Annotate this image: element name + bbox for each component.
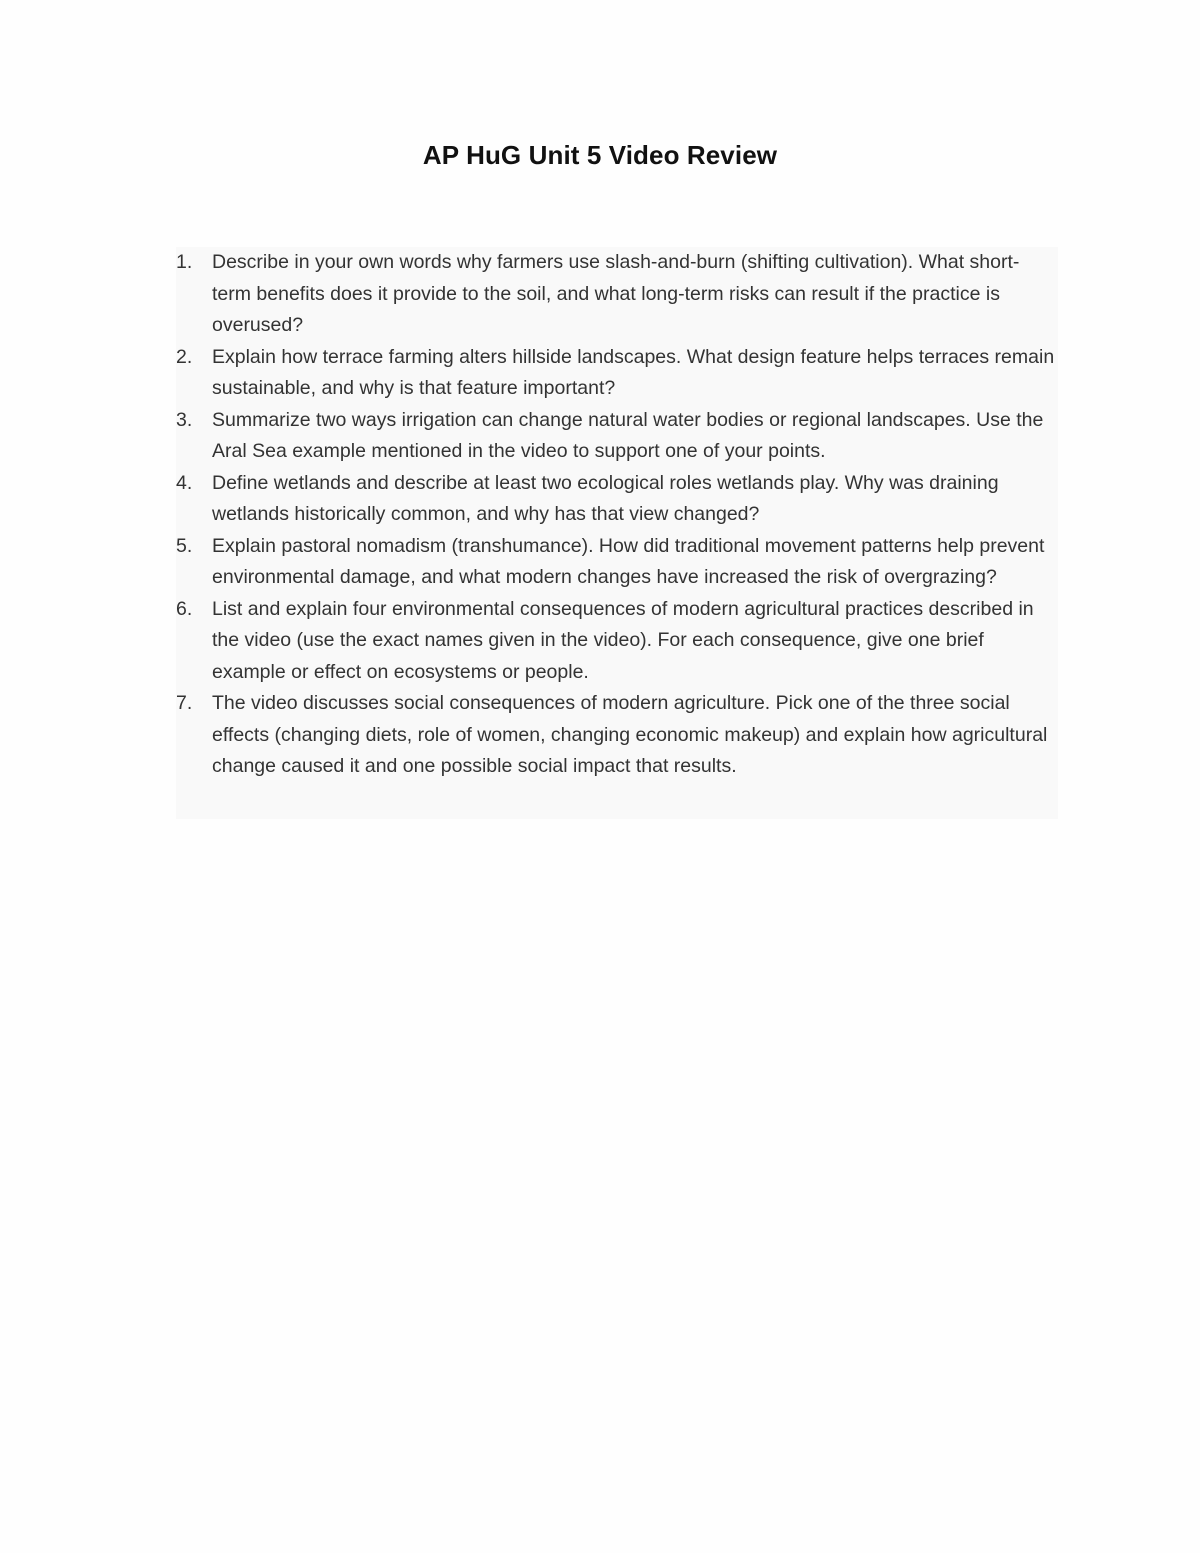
question-number: 5. <box>176 534 193 557</box>
question-number: 4. <box>176 471 193 494</box>
question-text: Define wetlands and describe at least two ecological roles wetlands play. Why was draining wetlands historically common, and why has that view changed? <box>212 471 999 525</box>
question-text: The video discusses social consequences of modern agriculture. Pick one of the three social effects (changing diets, role of women, changing economic makeup) and explain how agricultural change caused it and one possible social impact that results. <box>212 692 1048 777</box>
question-text: Explain pastoral nomadism (transhumance). How did traditional movement patterns help prevent environmental damage, and what modern changes have increased the risk of overgrazing? <box>212 534 1045 588</box>
question-list <box>176 247 1058 783</box>
question-number: 2. <box>176 345 193 368</box>
question-text: Describe in your own words why farmers use slash-and-burn (shifting cultivation). What short-term benefits does it provide to the soil, and what long-term risks can result if the practice is overused? <box>212 251 1020 336</box>
question-item-1 <box>176 247 1058 342</box>
question-item-2 <box>176 342 1058 405</box>
question-number: 7. <box>176 692 193 714</box>
question-item-4 <box>176 468 1058 531</box>
question-item-7 <box>176 688 1058 783</box>
question-number: 6. <box>176 597 193 620</box>
question-item-6 <box>176 594 1058 689</box>
question-item-5 <box>176 531 1058 594</box>
question-item-3 <box>176 405 1058 468</box>
question-text: List and explain four environmental consequences of modern agricultural practices described in the video (use the exact names given in the video). For each consequence, give one brief example or effect on ecosystems or people. <box>212 597 1034 683</box>
page-title: AP HuG Unit 5 Video Review <box>422 140 778 170</box>
question-text: Summarize two ways irrigation can change natural water bodies or regional landscapes. Use the Aral Sea example mentioned in the video to support one of your points. <box>212 408 1044 462</box>
question-text: Explain how terrace farming alters hillside landscapes. What design feature helps terraces remain sustainable, and why is that feature important? <box>212 345 1055 399</box>
question-number: 3. <box>176 408 193 431</box>
question-number: 1. <box>176 251 193 273</box>
